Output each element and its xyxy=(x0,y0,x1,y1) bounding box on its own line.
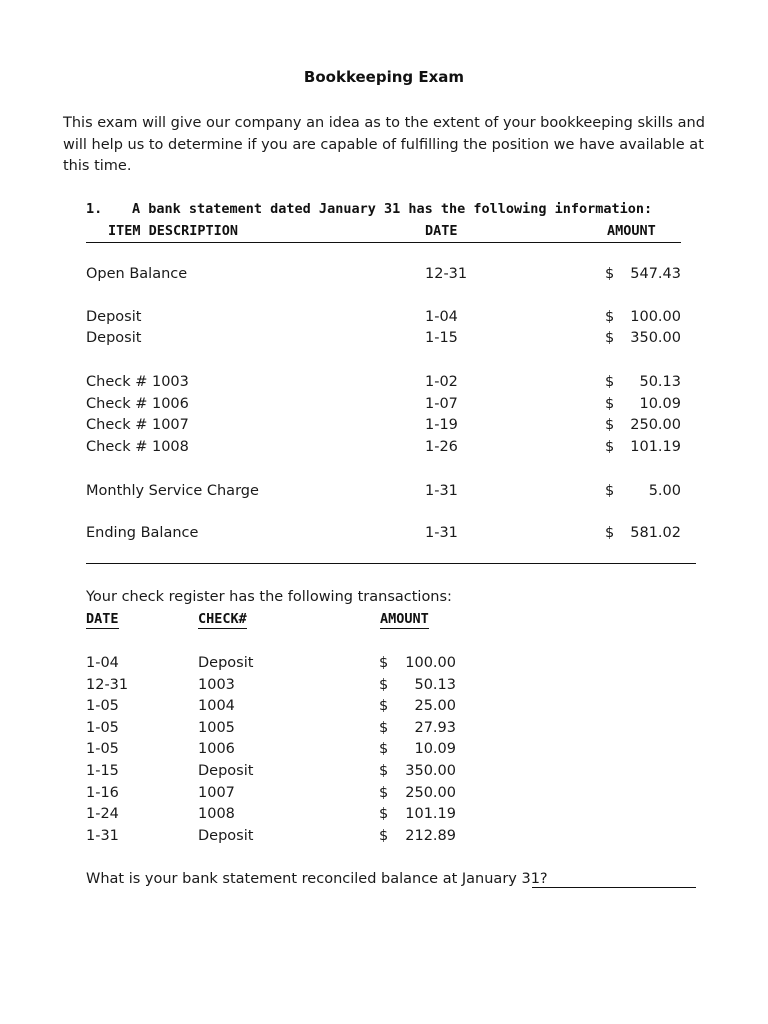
amount: 101.19 xyxy=(630,439,681,455)
amount: 10.09 xyxy=(414,741,456,758)
page-title: Bookkeeping Exam xyxy=(303,68,465,86)
table-row xyxy=(86,523,686,543)
date: 1-26 xyxy=(425,439,458,455)
currency-symbol: $ xyxy=(605,266,615,282)
item-description: Check # 1007 xyxy=(86,417,189,433)
date: 1-15 xyxy=(86,763,119,779)
currency-symbol: $ xyxy=(605,330,615,346)
table-row xyxy=(86,696,466,716)
check-number: 1003 xyxy=(198,676,235,693)
item-description: Check # 1008 xyxy=(86,439,189,455)
header-item-description: ITEM DESCRIPTION xyxy=(108,223,239,239)
check-number: 1007 xyxy=(198,784,235,801)
table-row xyxy=(86,826,466,846)
table-row xyxy=(86,804,466,824)
check-number: Deposit xyxy=(198,827,254,844)
date: 1-04 xyxy=(86,655,119,671)
header-check: CHECK# xyxy=(198,611,247,627)
table-row xyxy=(86,739,466,759)
header-amount: AMOUNT xyxy=(380,611,429,627)
amount: 100.00 xyxy=(405,655,456,671)
currency-symbol: $ xyxy=(379,676,389,693)
date: 1-07 xyxy=(425,396,458,412)
amount: 250.00 xyxy=(405,784,456,801)
table-row xyxy=(86,783,466,803)
currency-symbol: $ xyxy=(379,655,389,671)
item-description: Open Balance xyxy=(86,266,188,282)
currency-symbol: $ xyxy=(379,741,389,758)
date: 1-05 xyxy=(86,719,119,736)
item-description: Monthly Service Charge xyxy=(86,483,259,499)
currency-symbol: $ xyxy=(605,439,615,455)
currency-symbol: $ xyxy=(605,525,615,541)
currency-symbol: $ xyxy=(379,784,389,801)
bank-statement-header xyxy=(86,223,681,243)
question-text: A bank statement dated January 31 has the following information: xyxy=(132,201,653,217)
currency-symbol: $ xyxy=(379,763,389,779)
currency-symbol: $ xyxy=(605,374,615,390)
date: 12-31 xyxy=(86,676,129,693)
table-row xyxy=(86,437,686,457)
amount: 212.89 xyxy=(405,827,456,844)
header-date: DATE xyxy=(425,223,458,239)
currency-symbol: $ xyxy=(379,698,389,715)
table-row xyxy=(86,372,686,392)
table-row xyxy=(86,481,686,501)
date: 1-16 xyxy=(86,784,119,801)
currency-symbol: $ xyxy=(605,309,615,325)
date: 12-31 xyxy=(425,266,468,282)
item-description: Check # 1006 xyxy=(86,396,189,412)
question-number: 1. xyxy=(86,201,103,217)
table-row xyxy=(86,653,466,673)
amount: 10.09 xyxy=(639,396,681,412)
amount: 101.19 xyxy=(405,806,456,823)
item-description: Deposit xyxy=(86,330,142,346)
amount: 581.02 xyxy=(630,525,681,541)
table-row xyxy=(86,394,686,414)
date: 1-31 xyxy=(86,827,119,844)
date: 1-31 xyxy=(425,525,458,541)
date: 1-19 xyxy=(425,417,458,433)
currency-symbol: $ xyxy=(605,417,615,433)
answer-blank[interactable] xyxy=(532,887,696,888)
item-description: Ending Balance xyxy=(86,525,199,541)
amount: 350.00 xyxy=(630,330,681,346)
amount: 50.13 xyxy=(639,374,681,390)
intro-paragraph: This exam will give our company an idea as to the extent of your bookkeeping skills and will help us to determine if you are capable of fulfilling the position we have available at this time. xyxy=(63,115,705,174)
table-row xyxy=(86,264,686,284)
date: 1-05 xyxy=(86,698,119,715)
date: 1-02 xyxy=(425,374,458,390)
header-amount: AMOUNT xyxy=(607,223,656,239)
table-row xyxy=(86,415,686,435)
amount: 547.43 xyxy=(630,266,681,282)
check-number: 1004 xyxy=(198,698,235,715)
amount: 350.00 xyxy=(405,763,456,779)
table-row xyxy=(86,761,466,781)
amount: 5.00 xyxy=(648,483,681,499)
check-number: 1008 xyxy=(198,806,235,823)
currency-symbol: $ xyxy=(605,396,615,412)
table-row xyxy=(86,307,686,327)
date: 1-04 xyxy=(425,309,458,325)
currency-symbol: $ xyxy=(379,719,389,736)
check-register-intro: Your check register has the following transactions: xyxy=(86,589,452,605)
check-number: Deposit xyxy=(198,763,254,779)
currency-symbol: $ xyxy=(379,827,389,844)
date: 1-05 xyxy=(86,741,119,758)
table-row xyxy=(86,718,466,738)
currency-symbol: $ xyxy=(605,483,615,499)
date: 1-31 xyxy=(425,483,458,499)
check-number: Deposit xyxy=(198,655,254,671)
check-register-header xyxy=(86,611,450,630)
amount: 27.93 xyxy=(414,719,456,736)
reconcile-question: What is your bank statement reconciled balance at January 31? xyxy=(86,871,548,887)
amount: 25.00 xyxy=(414,698,456,715)
table-row xyxy=(86,675,466,695)
amount: 100.00 xyxy=(630,309,681,325)
amount: 50.13 xyxy=(414,676,456,693)
check-number: 1006 xyxy=(198,741,235,758)
date: 1-24 xyxy=(86,806,119,823)
check-number: 1005 xyxy=(198,719,235,736)
currency-symbol: $ xyxy=(379,806,389,823)
section-divider xyxy=(86,563,696,564)
question-1 xyxy=(86,201,706,217)
amount: 250.00 xyxy=(630,417,681,433)
table-row xyxy=(86,328,686,348)
date: 1-15 xyxy=(425,330,458,346)
item-description: Deposit xyxy=(86,309,142,325)
item-description: Check # 1003 xyxy=(86,374,189,390)
header-date: DATE xyxy=(86,611,119,627)
